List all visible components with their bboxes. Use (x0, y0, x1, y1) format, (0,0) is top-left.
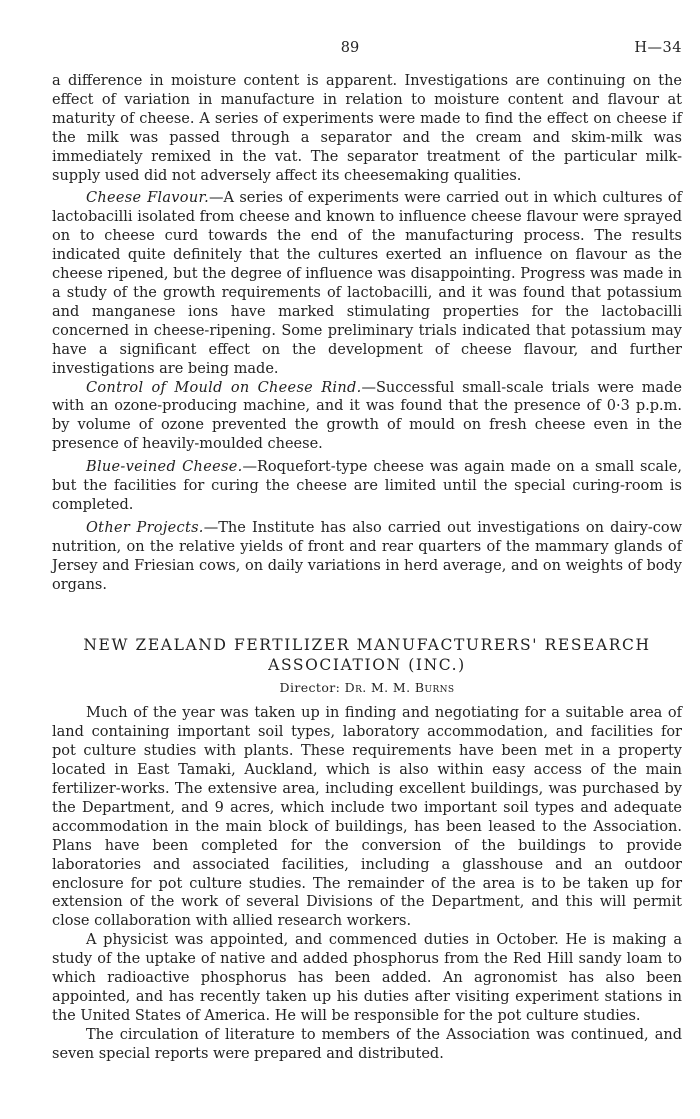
paragraph-blue-veined (52, 458, 682, 515)
director-label: Director: (279, 680, 341, 696)
page-reference: H—34 (634, 40, 682, 56)
paragraph-physicist: A physicist was appointed, and commenced duties in October. He is making a study of the uptake of native and added phosphorus from the Red Hill sandy loam to which radioactive phosphorus has been added. An agronomist has also been appointed, and has recently taken up his duties after visiting experiment stations in the United States of America. He will be responsible for the pot culture studies. (52, 932, 682, 1024)
paragraph-cheese-flavour (52, 189, 682, 378)
paragraph-land: Much of the year was taken up in finding and negotiating for a suitable area of land containing important soil types, laboratory accommodation, and facilities for pot culture studies with plants. These requirements have been met in a property located in East Tamaki, Auckland, which is also within easy access of the main fertilizer-works. The extensive area, including excellent buildings, was purchased by the Department, and 9 acres, which include two important soil types and adequate accommodation in the main block of buildings, has been leased to the Association. Plans have been completed for the conversion of the buildings to provide laboratories and associated facilities, including a glasshouse and an outdoor enclosure for pot culture studies. The remainder of the area is to be taken up for extension of the work of several Divisions of the Department, and this will permit close collaboration with allied research workers. (52, 705, 682, 930)
paragraph-text: —Roquefort-type cheese was again made on a small scale, but the facilities for curing the cheese are limited until the special curing-room is completed. (52, 459, 682, 513)
section-fertilizer-association (52, 635, 682, 1063)
page-number: 89 (340, 40, 360, 56)
page-header (0, 40, 700, 62)
paragraph-text: —Successful small-scale trials were made with an ozone-producing machine, and it was found that the presence of 0·3 p.p.m. by volume of ozone prevented the growth of mould on fresh cheese even in the presence of heavily-moulded cheese. (52, 379, 682, 453)
subheading-mould-control: Control of Mould on Cheese Rind. (86, 379, 362, 396)
section-title: NEW ZEALAND FERTILIZER MANUFACTURERS' RESEARCH ASSOCIATION (INC.) (83, 636, 651, 675)
paragraph-literature: The circulation of literature to members of the Association was continued, and seven special reports were prepared and distributed. (52, 1026, 682, 1062)
subheading-other-projects: Other Projects. (86, 519, 204, 536)
paragraph-text: —The Institute has also carried out investigations on dairy-cow nutrition, on the relative yields of front and rear quarters of the mammary glands of Jersey and Friesian cows, on daily variations in herd average, and on weights of body organs. (52, 519, 682, 593)
paragraph-mould-control (52, 379, 682, 455)
director-line (52, 679, 682, 698)
paragraph-text: —A series of experiments were carried out in which cultures of lactobacilli isolated from cheese and known to influence cheese flavour were sprayed on to cheese curd towards the end of the manufacturing process. The results indicated quite definitely that the cultures exerted an influence on flavour as the cheese ripened, but the degree of influence was disappointing. Progress was made in a study of the growth requirements of lactobacilli, and it was found that potassium and manganese ions have marked stimulating properties for the lactobacilli concerned in cheese-ripening. Some preliminary trials indicated that potassium may have a significant effect on the development of cheese flavour, and further investigations are being made. (52, 190, 682, 377)
subheading-blue-veined: Blue-veined Cheese. (86, 459, 243, 476)
paragraph-other-projects (52, 519, 682, 595)
subheading-cheese-flavour: Cheese Flavour. (86, 190, 210, 207)
paragraph-moisture: a difference in moisture content is apparent. Investigations are continuing on the effect of variation in manufacture in relation to moisture content and flavour at maturity of cheese. A series of experiments were made to find the effect on cheese if the milk was passed through a separator and the cream and skim-milk was immediately remixed in the vat. The separator treatment of the particular milk-supply used did not adversely affect its cheesemaking qualities. (52, 73, 682, 184)
director-name: Dr. M. M. Burns (344, 680, 455, 696)
body-text (52, 72, 682, 1064)
